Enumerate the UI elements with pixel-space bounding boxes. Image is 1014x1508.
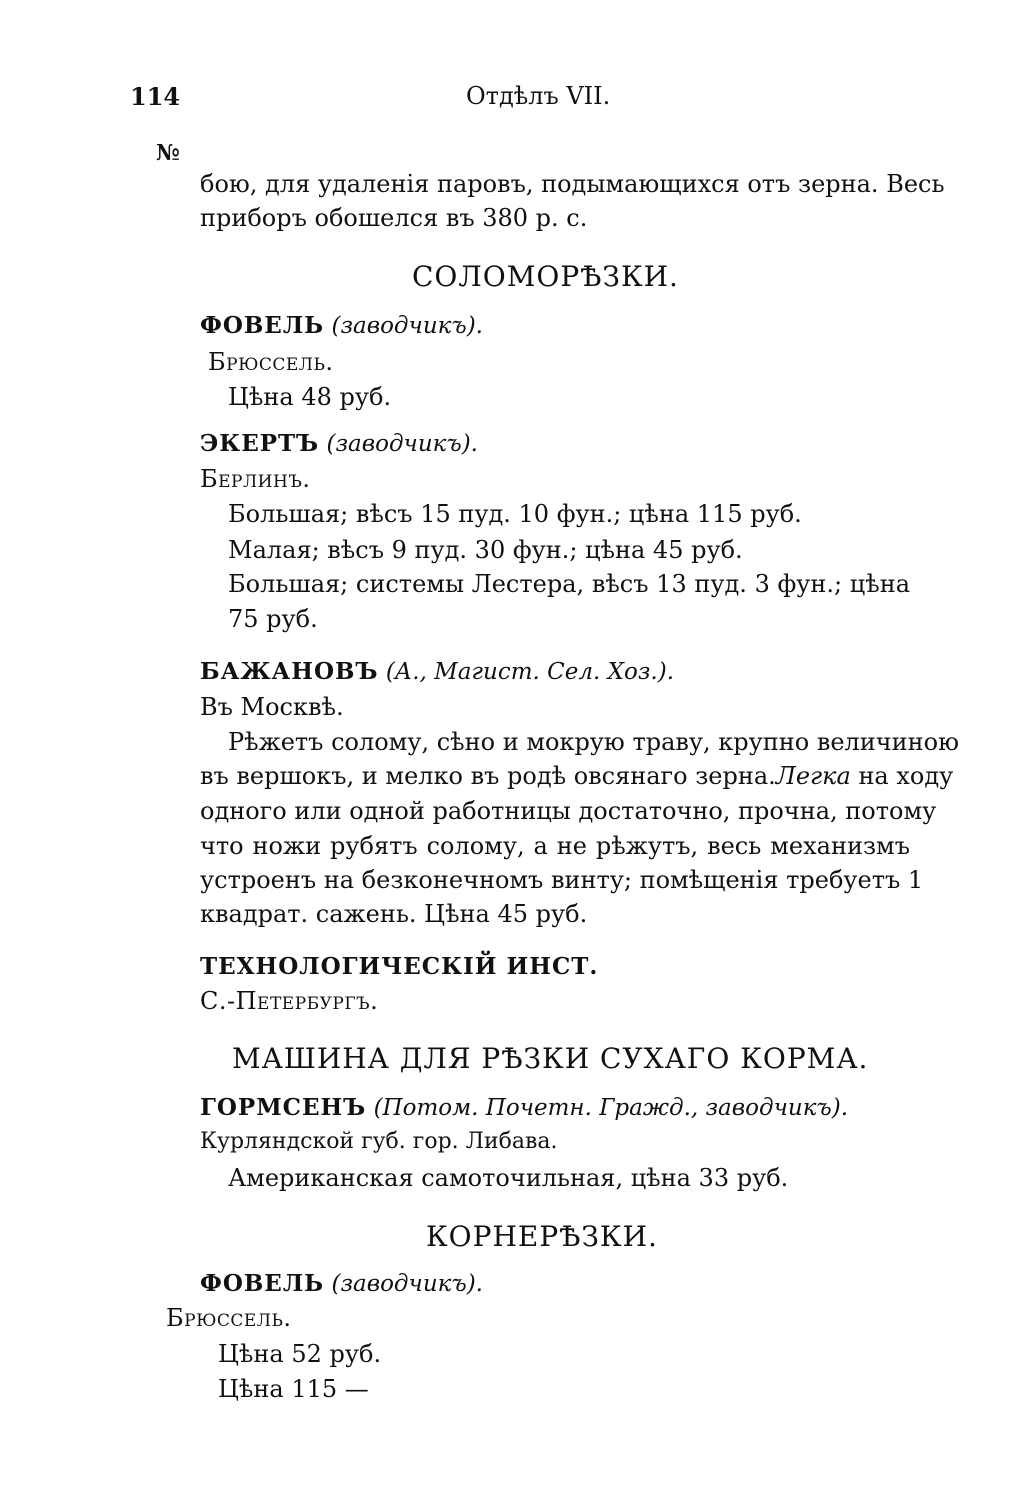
desc-line: одного или одной работницы достаточно, прочна, потому bbox=[200, 797, 937, 825]
item-line: Большая; вѣсъ 15 пуд. 10 фун.; цѣна 115 руб. bbox=[228, 500, 802, 528]
maker-name: БАЖАНОВЪ bbox=[200, 658, 379, 685]
desc-line: устроенъ на безконечномъ винту; помѣщенія требуетъ 1 bbox=[200, 866, 924, 894]
intro-line-2: приборъ обошелся въ 380 р. с. bbox=[200, 204, 588, 232]
entry-bazhanov bbox=[200, 658, 674, 685]
entry-ekert bbox=[200, 430, 478, 457]
entry-fovel-2 bbox=[200, 1270, 483, 1297]
maker-role: (А., Магист. Сел. Хоз.). bbox=[385, 659, 675, 685]
city: Брюссель. bbox=[166, 1304, 292, 1332]
city: Въ Москвѣ. bbox=[200, 693, 344, 721]
price: Цѣна 115 — bbox=[218, 1375, 369, 1403]
desc-line: что ножи рубятъ солому, а не рѣжутъ, весь механизмъ bbox=[200, 832, 910, 860]
maker-role: (заводчикъ). bbox=[331, 313, 483, 339]
city: Курляндской губ. гор. Либава. bbox=[200, 1129, 558, 1154]
maker-role: (заводчикъ). bbox=[326, 431, 478, 457]
price: Цѣна 52 руб. bbox=[218, 1340, 382, 1368]
maker-role: (Потом. Почетн. Гражд., заводчикъ). bbox=[373, 1095, 849, 1121]
section-header: Отдѣлъ VII. bbox=[466, 82, 611, 110]
section-title-kornerezki: КОРНЕРѢЗКИ. bbox=[426, 1220, 658, 1253]
desc-line-2 bbox=[200, 762, 954, 790]
city: Брюссель. bbox=[208, 348, 334, 376]
entry-gormsen bbox=[200, 1094, 848, 1121]
desc-italic: Легка bbox=[775, 762, 851, 790]
desc-text: въ вершокъ, и мелко въ родѣ овсянаго зерна. bbox=[200, 762, 776, 790]
maker-name: ФОВЕЛЬ bbox=[200, 312, 325, 339]
section-title-feed-cutter: МАШИНА ДЛЯ РѢЗКИ СУХАГО КОРМА. bbox=[232, 1042, 869, 1075]
item-line: Большая; системы Лестера, вѣсъ 13 пуд. 3 фун.; цѣна bbox=[228, 570, 910, 598]
item-line: Американская самоточильная, цѣна 33 руб. bbox=[228, 1164, 789, 1192]
desc-line: квадрат. сажень. Цѣна 45 руб. bbox=[200, 900, 588, 928]
entry-tech-institute: ТЕХНОЛОГИЧЕСКІЙ ИНСТ. bbox=[200, 953, 599, 980]
maker-name: ГОРМСЕНЪ bbox=[200, 1094, 367, 1121]
maker-name: ФОВЕЛЬ bbox=[200, 1270, 325, 1297]
section-title-solomorezki: СОЛОМОРѢЗКИ. bbox=[412, 260, 679, 293]
intro-line-1: бою, для удаленія паровъ, подымающихся отъ зерна. Весь bbox=[200, 170, 945, 198]
entry-fovel-1 bbox=[200, 312, 483, 339]
desc-tail-text: на ходу bbox=[858, 762, 954, 790]
price: Цѣна 48 руб. bbox=[228, 383, 392, 411]
desc-line: Рѣжетъ солому, сѣно и мокрую траву, крупно величиною bbox=[228, 728, 960, 756]
page-number: 114 bbox=[130, 82, 181, 111]
number-mark: № bbox=[156, 140, 180, 166]
desc-tail bbox=[776, 762, 953, 790]
city: Берлинъ. bbox=[200, 465, 311, 493]
item-line: Малая; вѣсъ 9 пуд. 30 фун.; цѣна 45 руб. bbox=[228, 536, 743, 564]
city: С.-Петербургъ. bbox=[200, 987, 379, 1015]
maker-name: ЭКЕРТЪ bbox=[200, 430, 320, 457]
item-line: 75 руб. bbox=[228, 605, 318, 633]
maker-role: (заводчикъ). bbox=[331, 1271, 483, 1297]
